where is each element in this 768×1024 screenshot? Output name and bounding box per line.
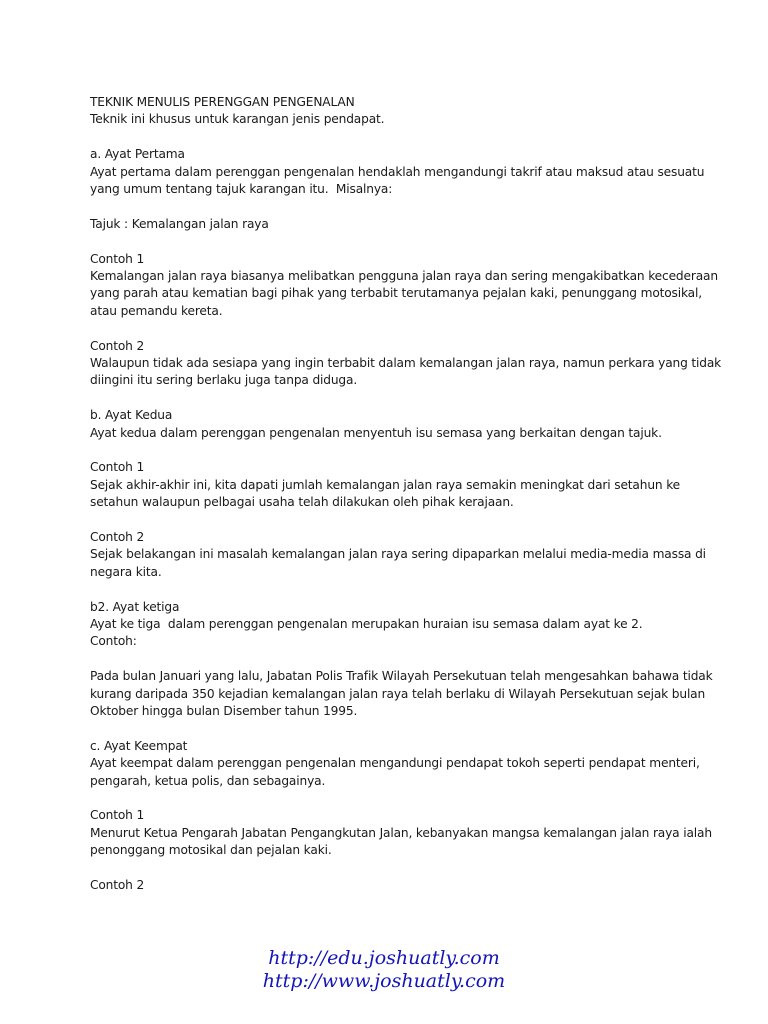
footer-link-www[interactable]: http://www.joshuatly.com (262, 970, 506, 992)
spacer (90, 198, 690, 215)
document-title: TEKNIK MENULIS PERENGGAN PENGENALAN (90, 95, 355, 109)
example-text: diingini itu sering berlaku juga tanpa diduga. (90, 373, 358, 388)
section-desc: Ayat ke tiga dalam perenggan pengenalan merupakan huraian isu semasa dalam ayat ke 2. (90, 617, 643, 632)
example-text: Pada bulan Januari yang lalu, Jabatan Polis Trafik Wilayah Persekutuan telah mengesahkan bahawa tidak (90, 669, 713, 684)
example-text: Sejak belakangan ini masalah kemalangan jalan raya sering dipaparkan melalui media-media massa di (90, 547, 706, 562)
example-text: Sejak akhir-akhir ini, kita dapati jumlah kemalangan jalan raya semakin meningkat dari setahun ke (90, 477, 681, 492)
section-heading: b2. Ayat ketiga (90, 599, 180, 614)
footer-links (0, 947, 768, 993)
section-desc: Ayat pertama dalam perenggan pengenalan hendaklah mengandungi takrif atau maksud atau sesuatu (90, 164, 705, 179)
section-desc: Ayat keempat dalam perenggan pengenalan mengandungi pendapat tokoh seperti pendapat menteri, (90, 756, 700, 771)
example-label: Contoh 1 (90, 460, 145, 475)
example-label: Contoh 2 (90, 878, 145, 893)
spacer (90, 720, 690, 737)
document-body (90, 94, 722, 895)
section-desc: pengarah, ketua polis, dan sebagainya. (90, 773, 326, 788)
spacer (90, 860, 690, 877)
example-label: Contoh 2 (90, 338, 145, 353)
section-heading: c. Ayat Keempat (90, 738, 188, 753)
spacer (90, 790, 690, 807)
spacer (90, 651, 690, 668)
example-text: negara kita. (90, 564, 162, 579)
example-text: setahun walaupun pelbagai usaha telah dilakukan oleh pihak kerajaan. (90, 495, 514, 510)
example-text: atau pemandu kereta. (90, 303, 223, 318)
spacer (90, 581, 690, 598)
section-heading: a. Ayat Pertama (90, 147, 185, 162)
example-label: Contoh 2 (90, 530, 145, 545)
example-text: Walaupun tidak ada sesiapa yang ingin terbabit dalam kemalangan jalan raya, namun perkara yang tidak (90, 356, 722, 371)
spacer (90, 320, 690, 337)
section-heading: b. Ayat Kedua (90, 408, 173, 423)
spacer (90, 390, 690, 407)
spacer (90, 129, 690, 146)
example-text: kurang daripada 350 kejadian kemalangan jalan raya telah berlaku di Wilayah Persekutuan sejak bulan (90, 686, 706, 701)
example-label: Contoh 1 (90, 251, 145, 266)
topic-line: Tajuk : Kemalangan jalan raya (90, 216, 269, 231)
document-intro: Teknik ini khusus untuk karangan jenis pendapat. (90, 112, 385, 127)
section-desc: yang umum tentang tajuk karangan itu. Misalnya: (90, 182, 393, 197)
section-desc: Ayat kedua dalam perenggan pengenalan menyentuh isu semasa yang berkaitan dengan tajuk. (90, 425, 662, 440)
spacer (90, 442, 690, 459)
spacer (90, 512, 690, 529)
example-text: penonggang motosikal dan pejalan kaki. (90, 843, 332, 858)
example-text: Oktober hingga bulan Disember tahun 1995. (90, 704, 358, 719)
section-desc: Contoh: (90, 634, 137, 649)
example-text: Kemalangan jalan raya biasanya melibatkan pengguna jalan raya dan sering mengakibatkan kecederaan (90, 269, 718, 284)
footer-link-edu[interactable]: http://edu.joshuatly.com (268, 947, 500, 969)
spacer (90, 233, 690, 250)
example-text: Menurut Ketua Pengarah Jabatan Pengangkutan Jalan, kebanyakan mangsa kemalangan jalan raya ialah (90, 825, 712, 840)
example-label: Contoh 1 (90, 808, 145, 823)
example-text: yang parah atau kematian bagi pihak yang terbabit terutamanya pejalan kaki, penunggang motosikal, (90, 286, 702, 301)
